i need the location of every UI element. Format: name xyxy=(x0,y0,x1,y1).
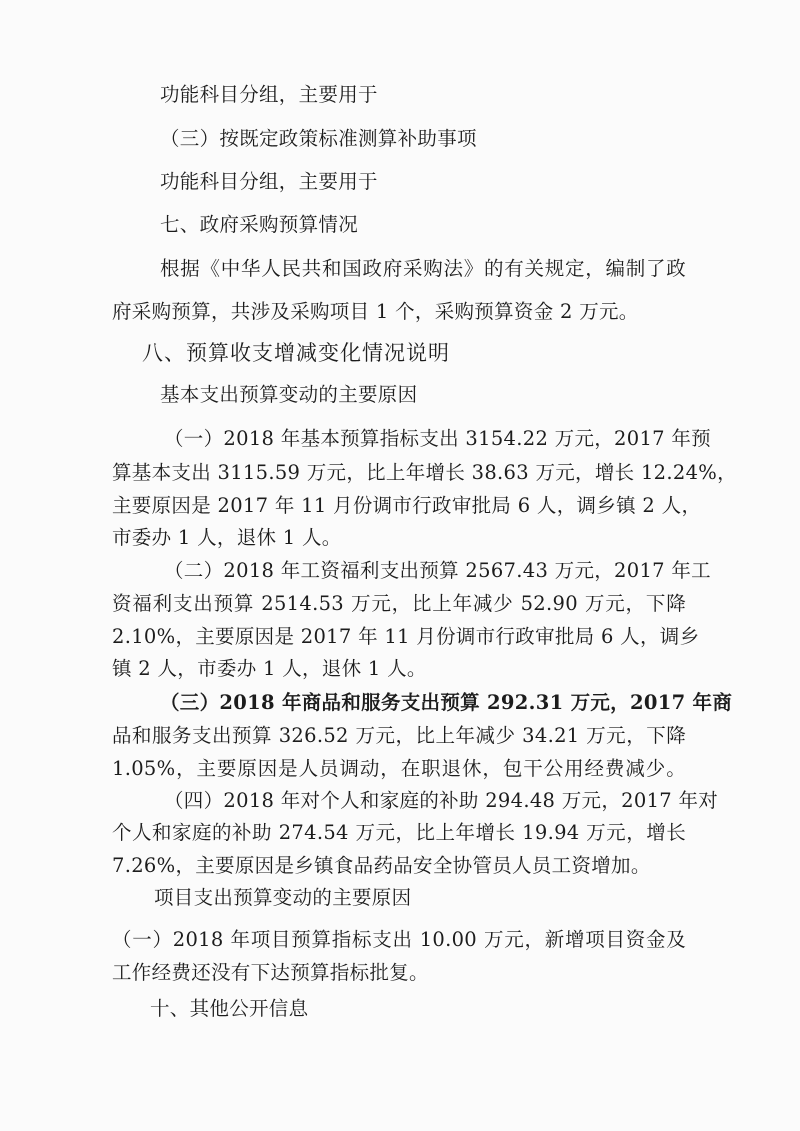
text-line: 品和服务支出预算 326.52 万元，比上年减少 34.21 万元，下降 xyxy=(112,724,686,747)
text-line: 镇 2 人，市委办 1 人，退休 1 人。 xyxy=(112,657,427,680)
text-line: （一）2018 年基本预算指标支出 3154.22 万元，2017 年预 xyxy=(164,427,711,450)
subsection-heading: 项目支出预算变动的主要原因 xyxy=(154,886,412,909)
text-line: 功能科目分组，主要用于 xyxy=(160,83,378,106)
text-line: 根据《中华人民共和国政府采购法》的有关规定，编制了政 xyxy=(160,257,686,280)
subsection-heading: 基本支出预算变动的主要原因 xyxy=(160,383,418,406)
text-line: （三）2018 年商品和服务支出预算 292.31 万元，2017 年商 xyxy=(160,691,733,714)
text-line: 府采购预算，共涉及采购项目 1 个，采购预算资金 2 万元。 xyxy=(112,300,639,323)
text-line: （三）按既定政策标准测算补助事项 xyxy=(160,127,477,150)
text-line: （二）2018 年工资福利支出预算 2567.43 万元，2017 年工 xyxy=(164,559,711,582)
section-heading: 七、政府采购预算情况 xyxy=(160,213,359,236)
text-line: 资福利支出预算 2514.53 万元，比上年减少 52.90 万元，下降 xyxy=(112,592,686,615)
text-line: （四）2018 年对个人和家庭的补助 294.48 万元，2017 年对 xyxy=(164,789,719,812)
text-line: 算基本支出 3115.59 万元，比上年增长 38.63 万元，增长 12.24%， xyxy=(112,461,737,484)
text-line: 个人和家庭的补助 274.54 万元，比上年增长 19.94 万元，增长 xyxy=(112,821,686,844)
text-line: 市委办 1 人，退休 1 人。 xyxy=(112,526,342,549)
section-heading: 十、其他公开信息 xyxy=(150,997,309,1020)
text-line: 7.26%，主要原因是乡镇食品药品安全协管员人员工资增加。 xyxy=(112,854,651,877)
section-heading: 八、预算收支增减变化情况说明 xyxy=(142,341,450,365)
text-line: （一）2018 年项目预算指标支出 10.00 万元，新增项目资金及 xyxy=(112,928,686,951)
text-line: 1.05%，主要原因是人员调动，在职退休，包干公用经费减少。 xyxy=(112,757,686,780)
text-line: 主要原因是 2017 年 11 月份调市行政审批局 6 人，调乡镇 2 人， xyxy=(112,494,702,517)
text-line: 工作经费还没有下达预算指标批复。 xyxy=(112,961,429,984)
text-line: 2.10%，主要原因是 2017 年 11 月份调市行政审批局 6 人，调乡 xyxy=(112,625,700,648)
text-line: 功能科目分组，主要用于 xyxy=(160,170,378,193)
